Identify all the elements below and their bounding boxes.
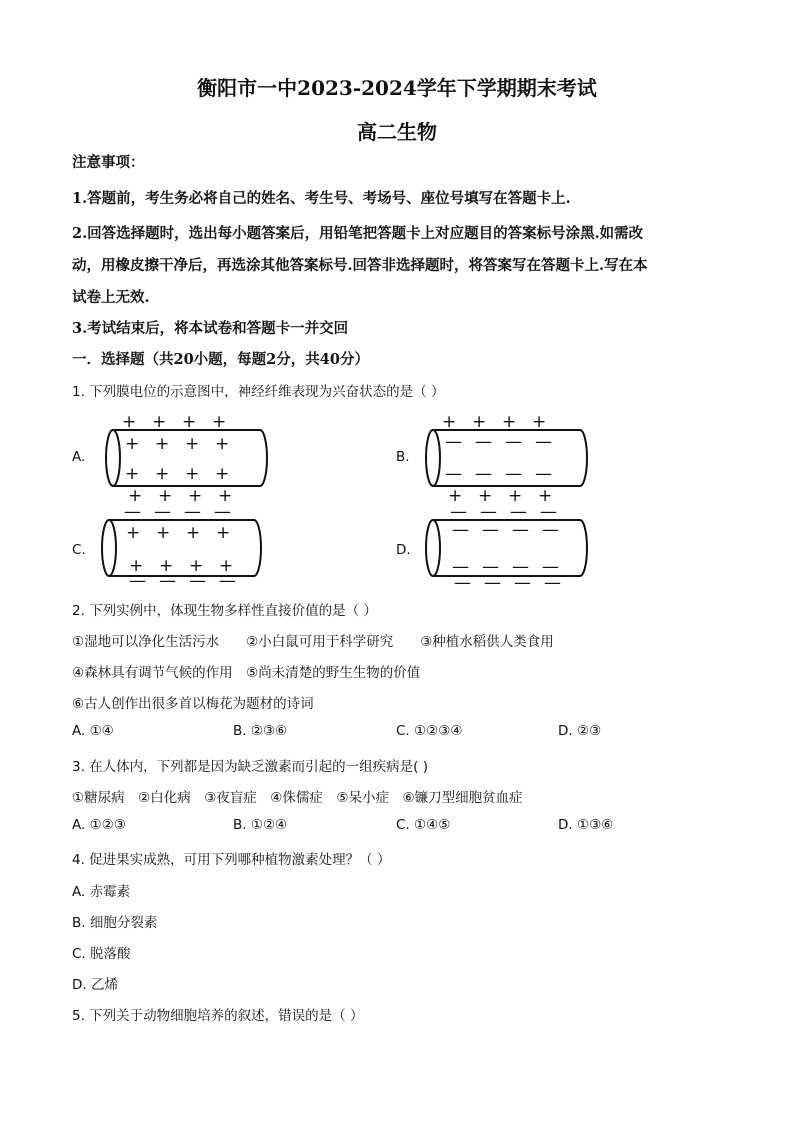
charge-sign: + (152, 412, 167, 432)
charge-sign: + (185, 464, 200, 484)
charge-sign: — (510, 502, 527, 522)
question-2-option-b[interactable]: B. ②③⑥ (233, 723, 288, 739)
note-item-2-line-2: 动，用橡皮擦干净后，再选涂其他答案标号.回答非选择题时，将答案写在答题卡上.写在本 (72, 257, 648, 274)
question-5-stem: 5. 下列关于动物细胞培养的叙述，错误的是（ ） (72, 1008, 364, 1024)
charge-sign: + (188, 486, 203, 506)
charge-sign: + (156, 523, 171, 543)
charge-sign: + (125, 464, 140, 484)
charge-sign: — (475, 432, 492, 452)
charge-sign: — (452, 557, 469, 577)
charge-sign: + (502, 412, 517, 432)
note-item-3: 3.考试结束后，将本试卷和答题卡一并交回 (72, 320, 349, 337)
charge-sign: + (538, 486, 553, 506)
question-2-line-1: ①湿地可以净化生活污水 ②小白鼠可用于科学研究 ③种植水稻供人类食用 (72, 634, 554, 650)
question-3-option-a[interactable]: A. ①②③ (72, 817, 126, 833)
charge-sign: + (442, 412, 457, 432)
note-item-1: 1.答题前，考生务必将自己的姓名、考生号、考场号、座位号填写在答题卡上. (72, 190, 571, 207)
question-3-line-1: ①糖尿病 ②白化病 ③夜盲症 ④侏儒症 ⑤呆小症 ⑥镰刀型细胞贫血症 (72, 790, 523, 806)
note-item-2-line-3: 试卷上无效. (72, 289, 150, 306)
charge-sign: — (475, 464, 492, 484)
charge-sign: + (532, 412, 547, 432)
charge-sign: — (514, 573, 531, 593)
charge-sign: — (484, 573, 501, 593)
charge-sign: — (445, 464, 462, 484)
q1-option-c-label: C. (72, 542, 86, 558)
charge-sign: — (544, 573, 561, 593)
charge-sign: + (448, 486, 463, 506)
question-3-stem: 3. 在人体内，下列都是因为缺乏激素而引起的一组疾病是( ) (72, 759, 428, 775)
exam-subtitle: 高二生物 (357, 120, 437, 144)
charge-sign: — (450, 502, 467, 522)
charge-sign: — (154, 502, 171, 522)
charge-sign: — (482, 520, 499, 540)
charge-sign: + (218, 486, 233, 506)
section-heading: 一．选择题（共20小题，每题2分，共40分） (72, 351, 369, 368)
question-3-option-c[interactable]: C. ①④⑤ (396, 817, 451, 833)
question-1-stem: 1. 下列膜电位的示意图中，神经纤维表现为兴奋状态的是（ ） (72, 384, 445, 400)
charge-sign: — (505, 432, 522, 452)
charge-sign: + (125, 434, 140, 454)
nerve-fiber-diagram-a (100, 408, 270, 508)
question-2-line-3: ⑥古人创作出很多首以梅花为题材的诗词 (72, 696, 314, 712)
charge-sign: — (184, 502, 201, 522)
charge-sign: + (478, 486, 493, 506)
nerve-fiber-diagram-c (96, 500, 266, 590)
question-4-option-d[interactable]: D. 乙烯 (72, 977, 118, 993)
charge-sign: — (512, 520, 529, 540)
charge-sign: — (219, 571, 236, 591)
charge-sign: + (158, 486, 173, 506)
charge-sign: + (155, 464, 170, 484)
exam-title: 衡阳市一中2023-2024学年下学期期末考试 (197, 76, 597, 100)
charge-sign: + (159, 556, 174, 576)
question-4-option-b[interactable]: B. 细胞分裂素 (72, 915, 158, 931)
q1-option-b-label: B. (396, 449, 410, 465)
charge-sign: — (214, 502, 231, 522)
charge-sign: — (542, 557, 559, 577)
charge-sign: + (129, 556, 144, 576)
charge-sign: — (454, 573, 471, 593)
question-2-option-a[interactable]: A. ①④ (72, 723, 114, 739)
q1-figure-d (420, 500, 590, 593)
charge-sign: + (472, 412, 487, 432)
nerve-fiber-diagram-b (420, 408, 590, 508)
charge-sign: — (542, 520, 559, 540)
charge-sign: — (535, 432, 552, 452)
note-item-2-line-1: 2.回答选择题时，选出每小题答案后，用铅笔把答题卡上对应题目的答案标号涂黑.如需改 (72, 225, 644, 242)
q1-option-a-label: A. (72, 449, 86, 465)
charge-sign: + (215, 434, 230, 454)
charge-sign: + (508, 486, 523, 506)
charge-sign: — (159, 571, 176, 591)
q1-figure-a (100, 408, 270, 508)
question-3-option-b[interactable]: B. ①②④ (233, 817, 288, 833)
charge-sign: + (122, 412, 137, 432)
q1-option-d-label: D. (396, 542, 411, 558)
charge-sign: — (124, 502, 141, 522)
charge-sign: — (482, 557, 499, 577)
question-4-option-a[interactable]: A. 赤霉素 (72, 884, 131, 900)
question-2-stem: 2. 下列实例中，体现生物多样性直接价值的是（ ） (72, 603, 377, 619)
q1-figure-b (420, 408, 590, 508)
question-2-line-2: ④森林具有调节气候的作用 ⑤尚未清楚的野生生物的价值 (72, 665, 421, 681)
charge-sign: + (212, 412, 227, 432)
charge-sign: + (215, 464, 230, 484)
charge-sign: — (445, 432, 462, 452)
nerve-fiber-diagram-d (420, 500, 590, 593)
charge-sign: — (540, 502, 557, 522)
charge-sign: + (216, 523, 231, 543)
notes-heading: 注意事项： (72, 154, 145, 171)
question-2-option-c[interactable]: C. ①②③④ (396, 723, 463, 739)
charge-sign: + (186, 523, 201, 543)
charge-sign: — (129, 571, 146, 591)
q1-figure-c (96, 500, 266, 590)
charge-sign: + (182, 412, 197, 432)
question-2-option-d[interactable]: D. ②③ (558, 723, 602, 739)
charge-sign: — (189, 571, 206, 591)
charge-sign: — (512, 557, 529, 577)
charge-sign: — (480, 502, 497, 522)
charge-sign: + (128, 486, 143, 506)
question-3-option-d[interactable]: D. ①③⑥ (558, 817, 614, 833)
question-4-stem: 4. 促进果实成熟，可用下列哪种植物激素处理？（ ） (72, 852, 391, 868)
question-4-option-c[interactable]: C. 脱落酸 (72, 946, 131, 962)
charge-sign: — (505, 464, 522, 484)
charge-sign: — (452, 520, 469, 540)
charge-sign: + (219, 556, 234, 576)
charge-sign: + (185, 434, 200, 454)
charge-sign: + (189, 556, 204, 576)
charge-sign: + (126, 523, 141, 543)
charge-sign: — (535, 464, 552, 484)
charge-sign: + (155, 434, 170, 454)
